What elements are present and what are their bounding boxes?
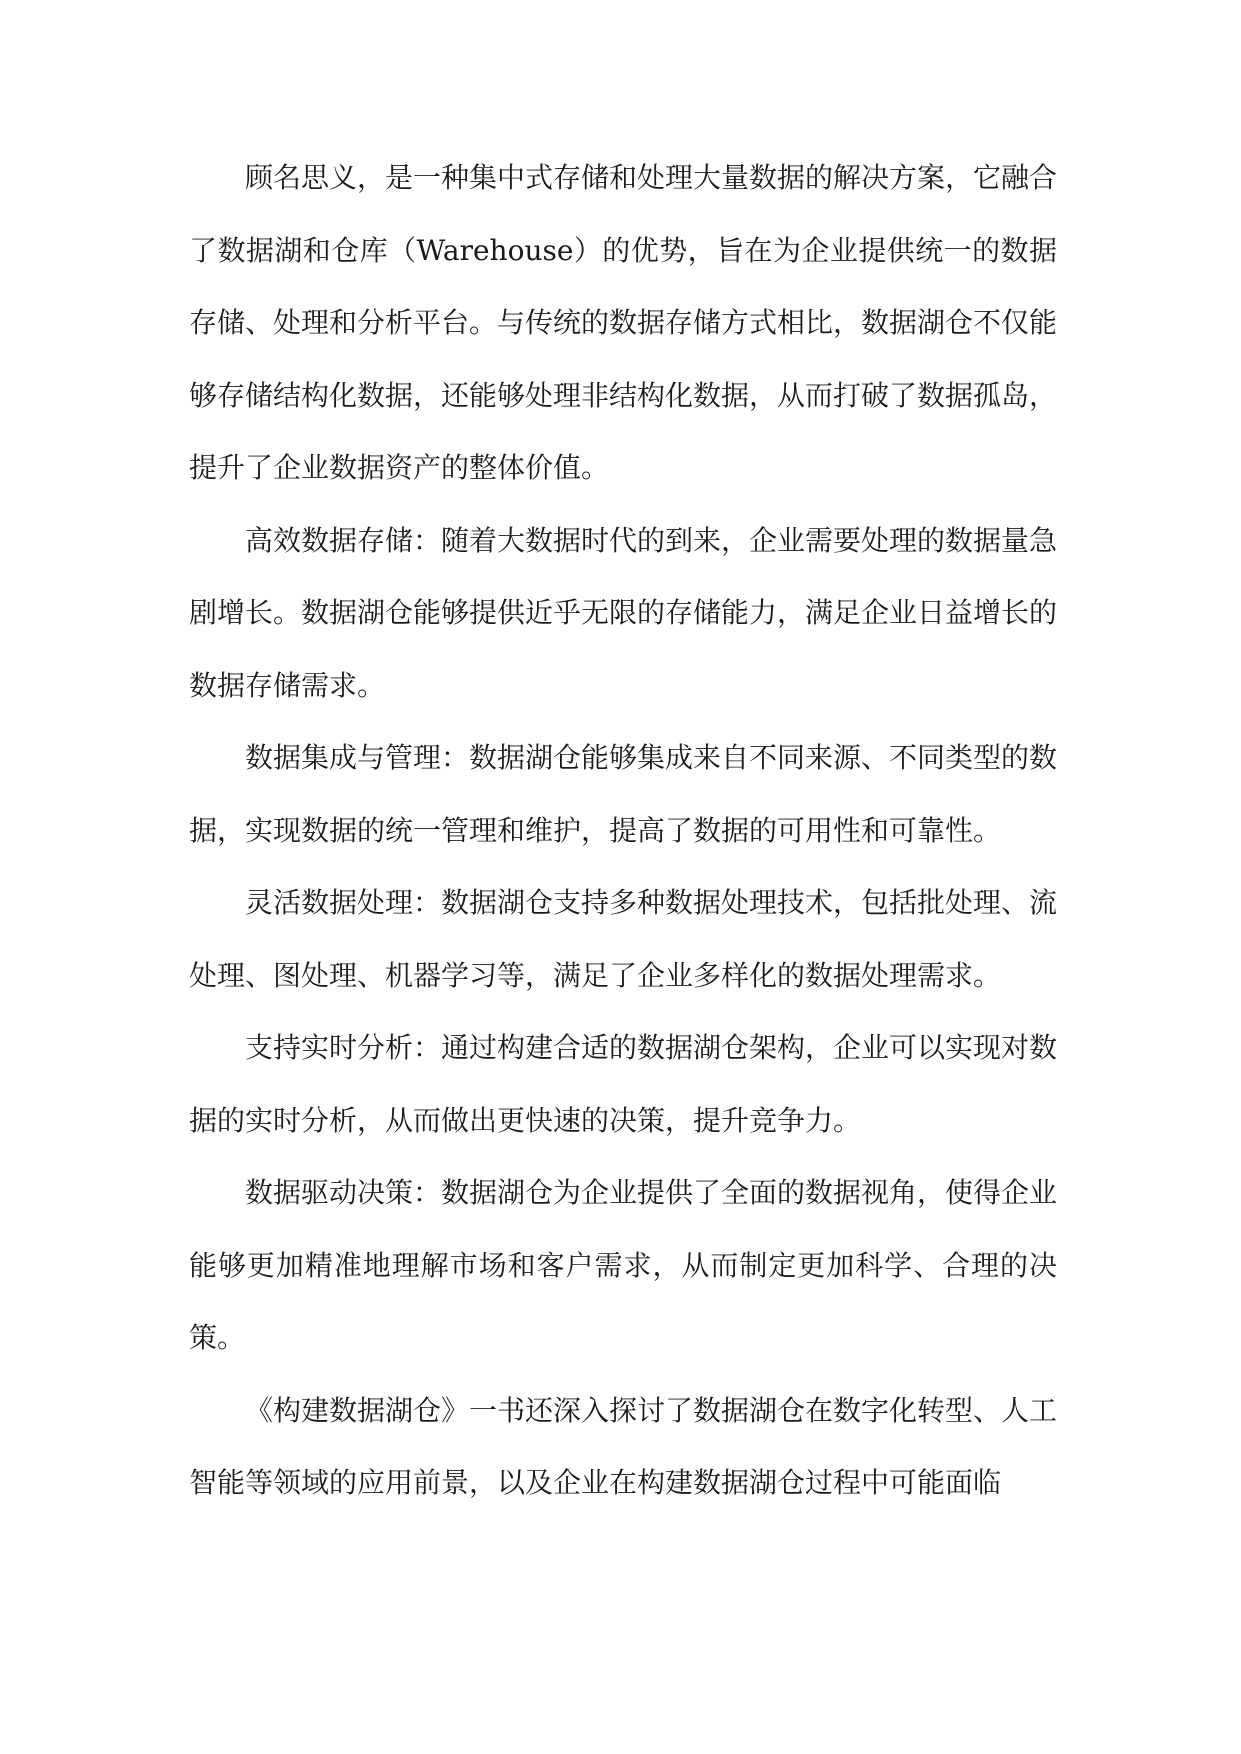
document-body	[189, 142, 1057, 1520]
paragraph-intro: 顾名思义，是一种集中式存储和处理大量数据的解决方案，它融合了数据湖和仓库（Warehouse）的优势，旨在为企业提供统一的数据存储、处理和分析平台。与传统的数据存储方式相比，数据湖仓不仅能够存储结构化数据，还能够处理非结构化数据，从而打破了数据孤岛，提升了企业数据资产的整体价值。	[189, 161, 1058, 484]
paragraph-flexible-processing: 灵活数据处理：数据湖仓支持多种数据处理技术，包括批处理、流处理、图处理、机器学习等，满足了企业多样化的数据处理需求。	[189, 886, 1058, 992]
paragraph-integration-management: 数据集成与管理：数据湖仓能够集成来自不同来源、不同类型的数据，实现数据的统一管理和维护，提高了数据的可用性和可靠性。	[189, 741, 1058, 847]
paragraph-data-driven-decisions: 数据驱动决策：数据湖仓为企业提供了全面的数据视角，使得企业能够更加精准地理解市场和客户需求，从而制定更加科学、合理的决策。	[189, 1176, 1058, 1354]
paragraph-realtime-analysis: 支持实时分析：通过构建合适的数据湖仓架构，企业可以实现对数据的实时分析，从而做出更快速的决策，提升竞争力。	[189, 1031, 1058, 1137]
paragraph-book-discussion: 《构建数据湖仓》一书还深入探讨了数据湖仓在数字化转型、人工智能等领域的应用前景，以及企业在构建数据湖仓过程中可能面临	[189, 1393, 1058, 1499]
paragraph-efficient-storage: 高效数据存储：随着大数据时代的到来，企业需要处理的数据量急剧增长。数据湖仓能够提供近乎无限的存储能力，满足企业日益增长的数据存储需求。	[189, 523, 1058, 702]
